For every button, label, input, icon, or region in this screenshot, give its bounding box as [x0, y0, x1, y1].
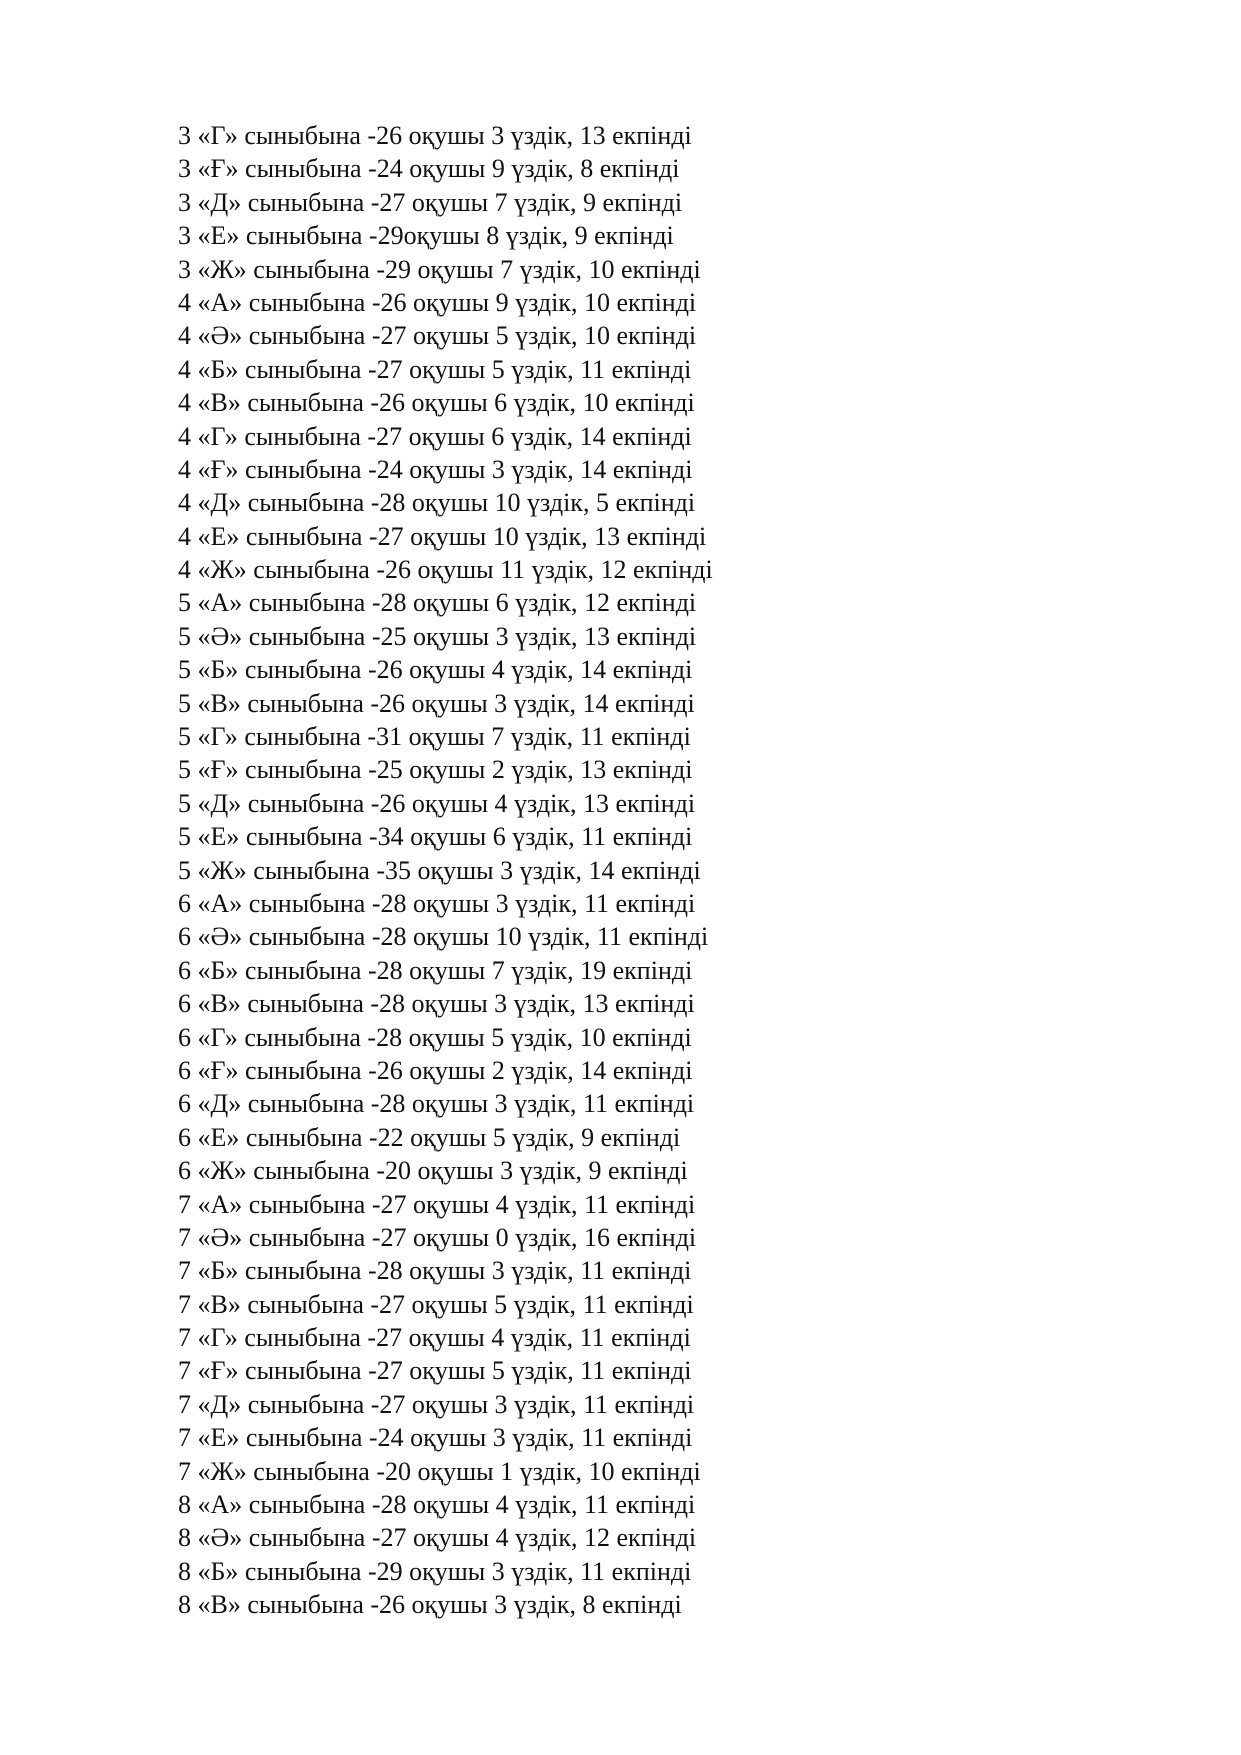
class-result-line: 7 «Ж» сыныбына -20 оқушы 1 үздік, 10 екпінді — [178, 1456, 701, 1486]
class-result-line: 4 «Г» сыныбына -27 оқушы 6 үздік, 14 екпінді — [178, 421, 692, 451]
class-result-line: 8 «Ә» сыныбына -27 оқушы 4 үздік, 12 екпінді — [178, 1523, 697, 1553]
class-result-line: 4 «Б» сыныбына -27 оқушы 5 үздік, 11 екпінді — [178, 354, 692, 384]
class-result-line: 4 «В» сыныбына -26 оқушы 6 үздік, 10 екпінді — [178, 388, 695, 418]
class-result-line: 7 «Е» сыныбына -24 оқушы 3 үздік, 11 екпінді — [178, 1423, 693, 1453]
class-result-line: 8 «Б» сыныбына -29 оқушы 3 үздік, 11 екпінді — [178, 1556, 692, 1586]
class-result-line: 5 «Е» сыныбына -34 оқушы 6 үздік, 11 екпінді — [178, 822, 693, 852]
class-result-line: 6 «Ж» сыныбына -20 оқушы 3 үздік, 9 екпінді — [178, 1156, 688, 1186]
class-result-line: 5 «Ғ» сыныбына -25 оқушы 2 үздік, 13 екпінді — [178, 755, 693, 785]
class-result-line: 5 «Ж» сыныбына -35 оқушы 3 үздік, 14 екпінді — [178, 855, 701, 885]
class-result-line: 4 «Ә» сыныбына -27 оқушы 5 үздік, 10 екпінді — [178, 321, 697, 351]
class-result-line: 5 «А» сыныбына -28 оқушы 6 үздік, 12 екпінді — [178, 588, 697, 618]
class-result-line: 6 «Ә» сыныбына -28 оқушы 10 үздік, 11 екпінді — [178, 922, 709, 952]
class-result-line: 5 «Б» сыныбына -26 оқушы 4 үздік, 14 екпінді — [178, 655, 693, 685]
class-result-line: 4 «Ғ» сыныбына -24 оқушы 3 үздік, 14 екпінді — [178, 454, 693, 484]
class-result-line: 3 «Д» сыныбына -27 оқушы 7 үздік, 9 екпінді — [178, 187, 683, 217]
class-result-line: 3 «Ж» сыныбына -29 оқушы 7 үздік, 10 екпінді — [178, 254, 701, 284]
class-result-line: 6 «Е» сыныбына -22 оқушы 5 үздік, 9 екпінді — [178, 1122, 681, 1152]
class-result-line: 5 «Ә» сыныбына -25 оқушы 3 үздік, 13 екпінді — [178, 621, 697, 651]
class-result-line: 6 «А» сыныбына -28 оқушы 3 үздік, 11 екпінді — [178, 888, 696, 918]
class-result-line: 6 «Б» сыныбына -28 оқушы 7 үздік, 19 екпінді — [178, 955, 693, 985]
class-result-line: 5 «Д» сыныбына -26 оқушы 4 үздік, 13 екпінді — [178, 788, 696, 818]
class-result-line: 3 «Ғ» сыныбына -24 оқушы 9 үздік, 8 екпінді — [178, 154, 680, 184]
class-result-line: 5 «В» сыныбына -26 оқушы 3 үздік, 14 екпінді — [178, 688, 695, 718]
class-result-line: 8 «А» сыныбына -28 оқушы 4 үздік, 11 екпінді — [178, 1490, 696, 1520]
class-result-line: 7 «Д» сыныбына -27 оқушы 3 үздік, 11 екпінді — [178, 1389, 695, 1419]
class-result-line: 4 «А» сыныбына -26 оқушы 9 үздік, 10 екпінді — [178, 287, 697, 317]
class-result-line: 7 «Ә» сыныбына -27 оқушы 0 үздік, 16 екпінді — [178, 1222, 697, 1252]
class-result-line: 8 «В» сыныбына -26 оқушы 3 үздік, 8 екпінді — [178, 1590, 682, 1620]
class-result-line: 7 «А» сыныбына -27 оқушы 4 үздік, 11 екпінді — [178, 1189, 696, 1219]
class-result-line: 4 «Ж» сыныбына -26 оқушы 11 үздік, 12 екпінді — [178, 555, 713, 585]
class-result-line: 3 «Е» сыныбына -29оқушы 8 үздік, 9 екпінді — [178, 221, 674, 251]
class-result-line: 7 «В» сыныбына -27 оқушы 5 үздік, 11 екпінді — [178, 1289, 694, 1319]
class-result-line: 3 «Г» сыныбына -26 оқушы 3 үздік, 13 екпінді — [178, 121, 692, 150]
class-result-line: 5 «Г» сыныбына -31 оқушы 7 үздік, 11 екпінді — [178, 722, 691, 752]
class-result-line: 4 «Д» сыныбына -28 оқушы 10 үздік, 5 екпінді — [178, 488, 696, 518]
class-result-line: 7 «Ғ» сыныбына -27 оқушы 5 үздік, 11 екпінді — [178, 1356, 692, 1386]
class-result-line: 6 «Д» сыныбына -28 оқушы 3 үздік, 11 екпінді — [178, 1089, 695, 1119]
class-result-line: 6 «Г» сыныбына -28 оқушы 5 үздік, 10 екпінді — [178, 1022, 692, 1052]
class-result-line: 7 «Г» сыныбына -27 оқушы 4 үздік, 11 екпінді — [178, 1323, 691, 1353]
class-result-line: 4 «Е» сыныбына -27 оқушы 10 үздік, 13 екпінді — [178, 521, 707, 551]
class-results-list — [178, 119, 713, 1622]
class-result-line: 6 «В» сыныбына -28 оқушы 3 үздік, 13 екпінді — [178, 989, 695, 1019]
class-result-line: 7 «Б» сыныбына -28 оқушы 3 үздік, 11 екпінді — [178, 1256, 692, 1286]
class-result-line: 6 «Ғ» сыныбына -26 оқушы 2 үздік, 14 екпінді — [178, 1055, 693, 1085]
